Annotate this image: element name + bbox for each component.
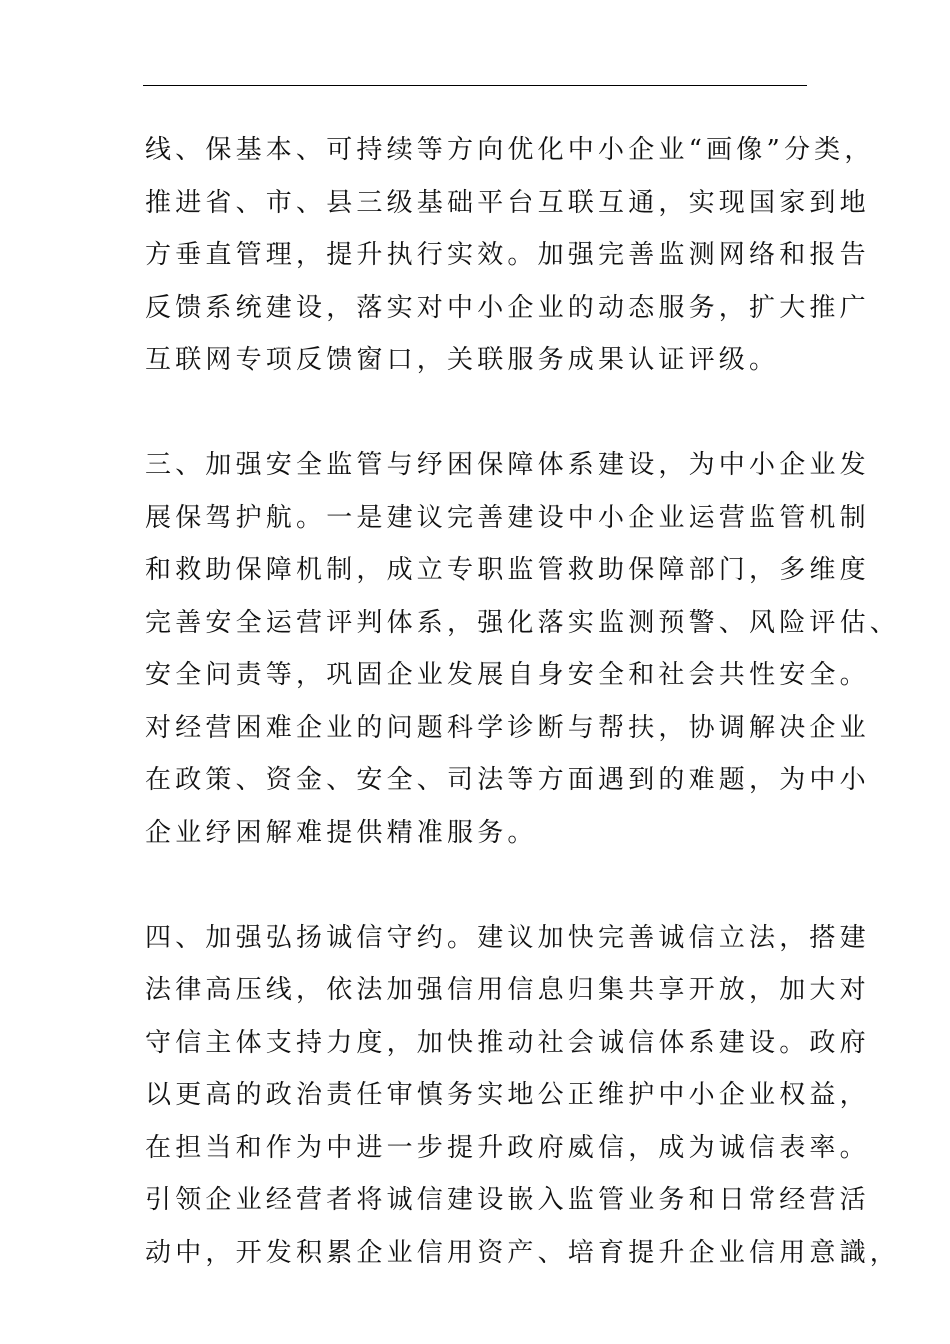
header-rule	[143, 85, 807, 86]
text-line: 对经营困难企业的问题科学诊断与帮扶，协调解决企业	[145, 712, 870, 743]
text-line: 互联网专项反馈窗口，关联服务成果认证评级。	[145, 345, 780, 375]
text-line: 和救助保障机制，成立专职监管救助保障部门，多维度	[145, 555, 870, 585]
text-line: 动中，开发积累企业信用资产、培育提升企业信用意識，	[145, 1237, 901, 1268]
text-line: 以更高的政治责任审慎务实地公正维护中小企业权益，	[145, 1080, 870, 1110]
text-line: 守信主体支持力度，加快推动社会诚信体系建设。政府	[145, 1027, 870, 1058]
text-line: 在担当和作为中进一步提升政府威信，成为诚信表率。	[145, 1132, 870, 1163]
text-line: 引领企业经营者将诚信建设嵌入监管业务和日常经营活	[145, 1185, 870, 1215]
text-line: 方垂直管理，提升执行实效。加强完善监测网络和报告	[145, 240, 870, 270]
text-line: 安全问责等，巩固企业发展自身安全和社会共性安全。	[145, 660, 870, 690]
paragraph-1	[145, 124, 875, 387]
text-line: 法律高压线，依法加强信用信息归集共享开放，加大对	[145, 975, 870, 1005]
text-line: 在政策、资金、安全、司法等方面遇到的难题，为中小	[145, 765, 870, 795]
paragraph-2	[145, 439, 901, 859]
paragraph-3	[145, 912, 901, 1280]
document-body	[145, 124, 901, 1279]
text-line: 三、加强安全监管与纾困保障体系建设，为中小企业发	[145, 450, 870, 480]
text-line: 推进省、市、县三级基础平台互联互通，实现国家到地	[145, 187, 870, 218]
paragraph-gap	[145, 859, 825, 912]
paragraph-gap	[145, 387, 825, 440]
text-line: 完善安全运营评判体系，强化落实监测预警、风险评估、	[145, 607, 901, 638]
text-line: 企业纾困解难提供精准服务。	[145, 817, 538, 848]
text-line: 四、加强弘扬诚信守约。建议加快完善诚信立法，搭建	[145, 922, 870, 953]
text-line: 展保驾护航。一是建议完善建设中小企业运营监管机制	[145, 502, 870, 533]
text-line: 反馈系统建设，落实对中小企业的动态服务，扩大推广	[145, 292, 870, 323]
text-line: 线、保基本、可持续等方向优化中小企业“画像”分类，	[145, 135, 875, 165]
